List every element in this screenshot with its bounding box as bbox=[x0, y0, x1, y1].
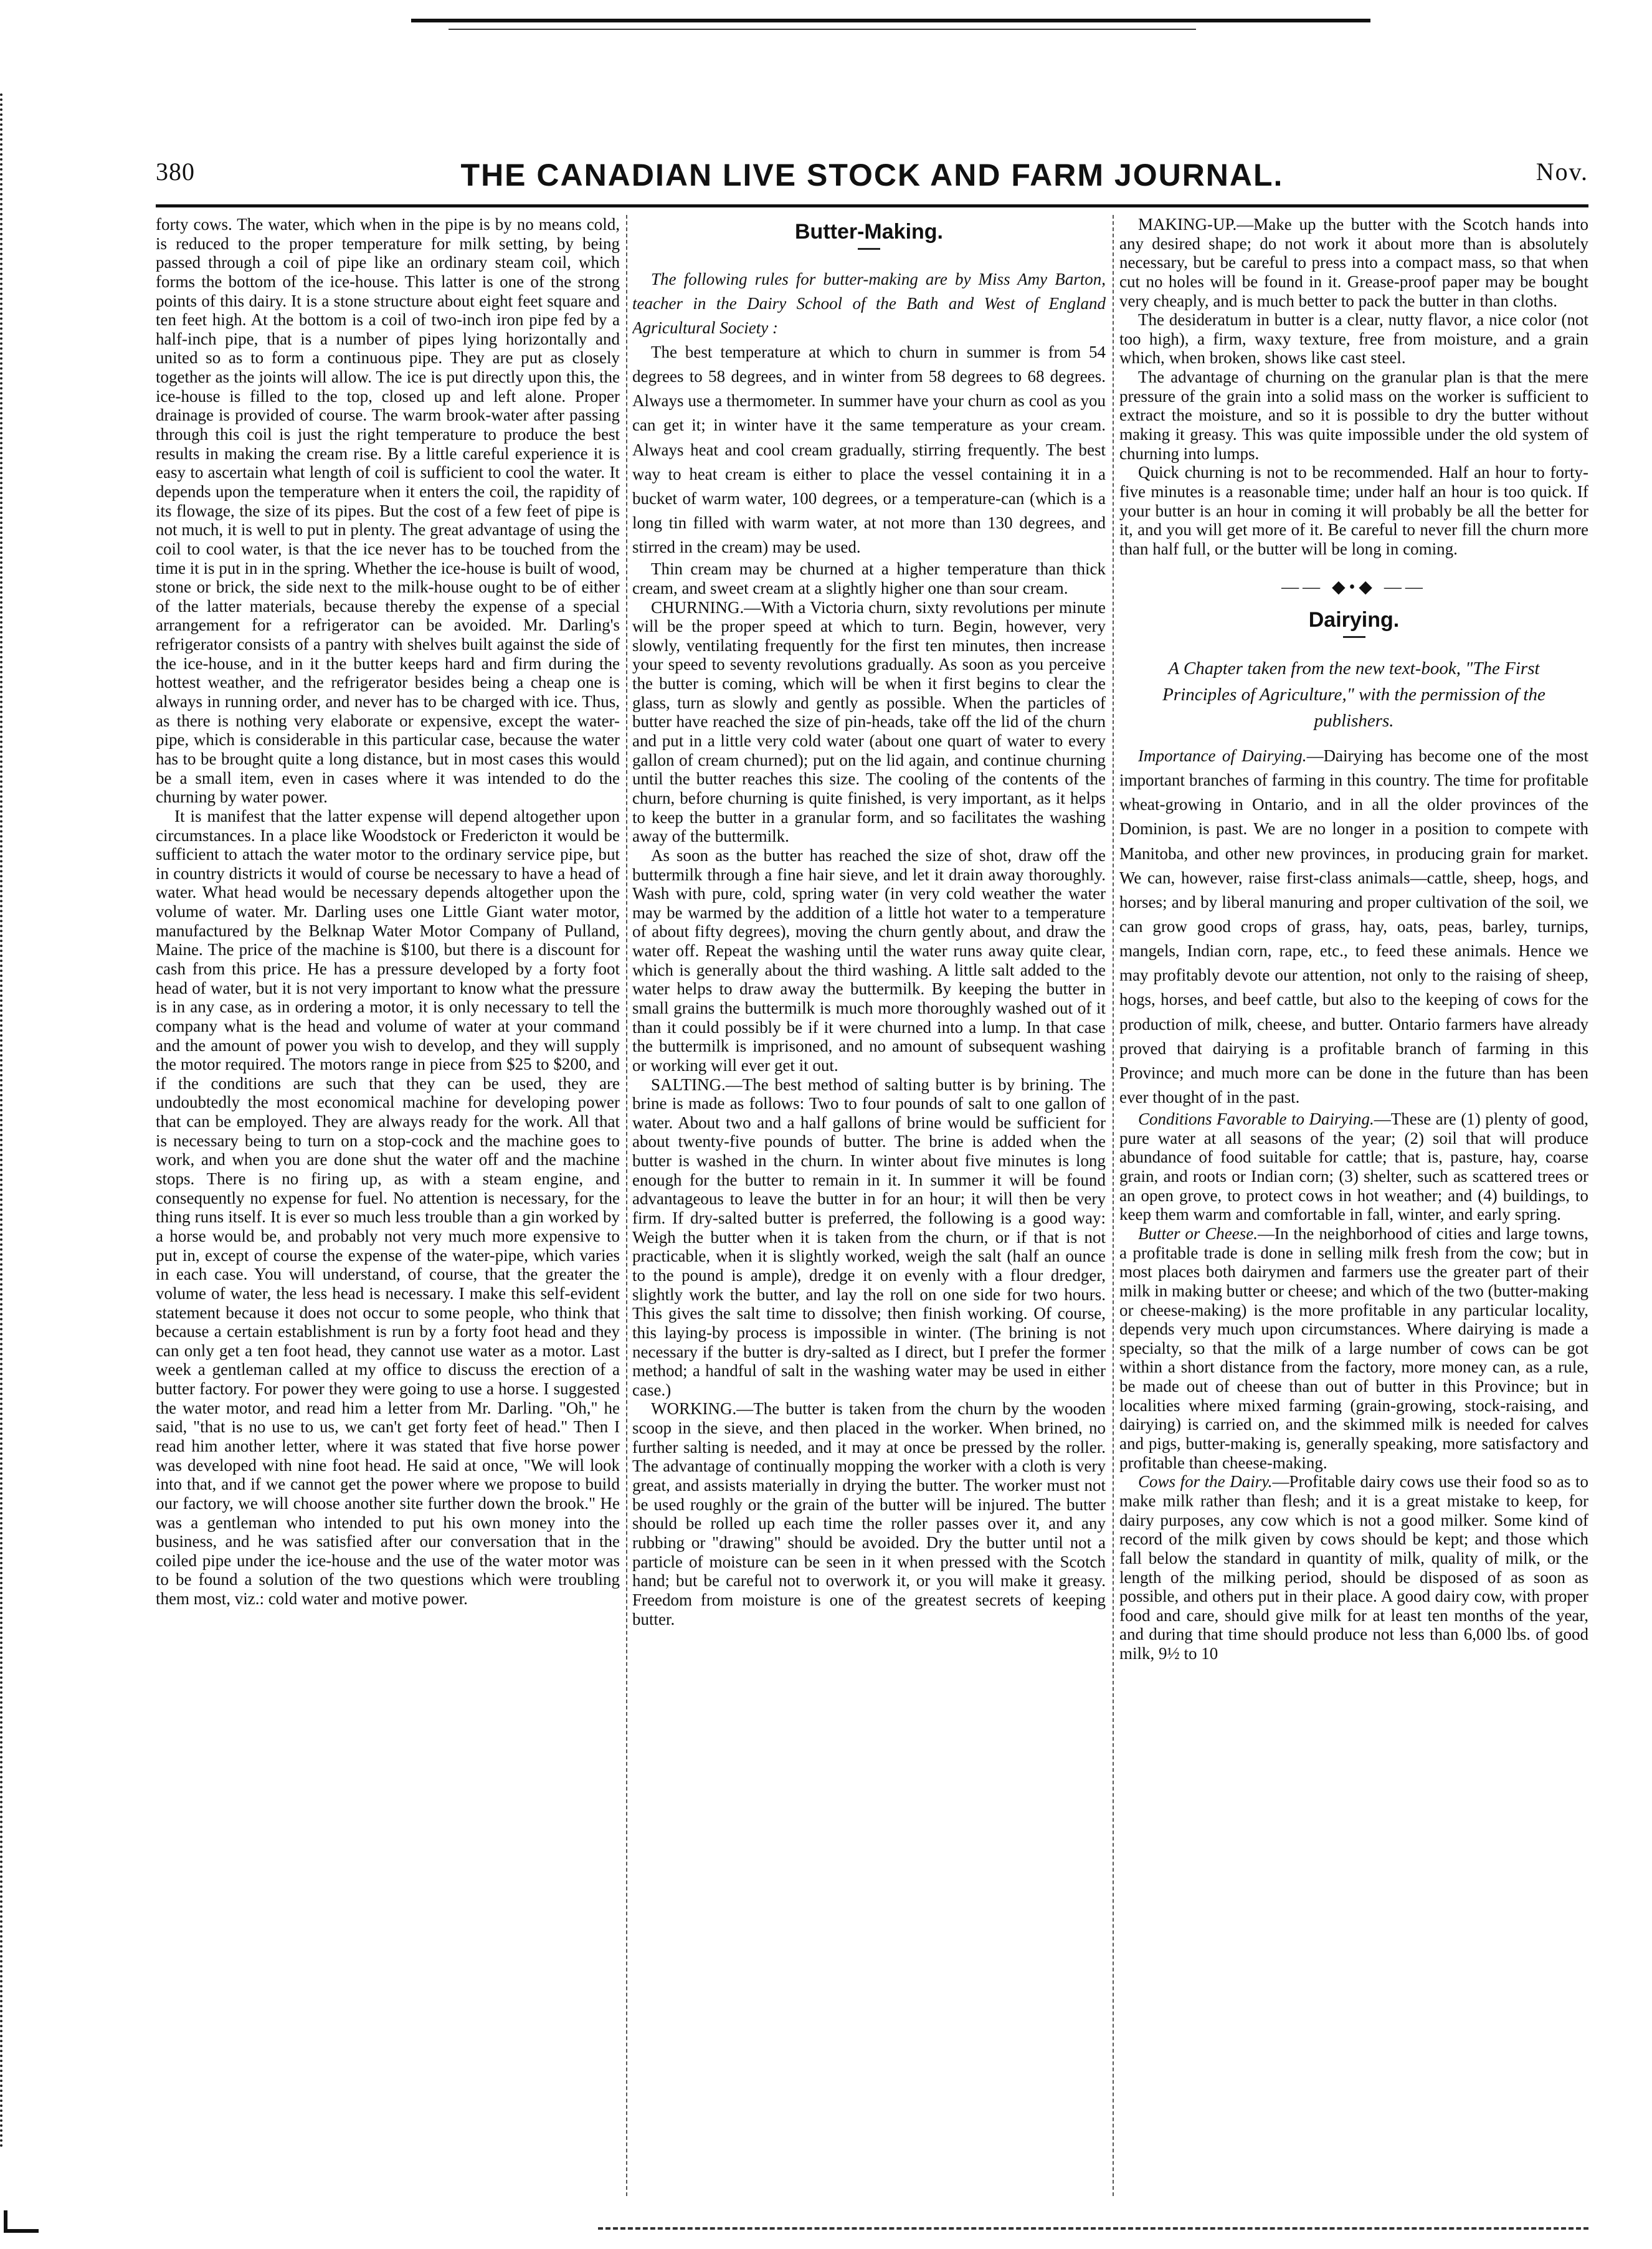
paragraph-cows bbox=[1119, 1472, 1588, 1663]
paragraph-text: —These are (1) plenty of good, pure water at all seasons of the year; (2) soil that will produce abundance of food suitable for cattle; that is, pasture, hay, coarse grain, and roots or Indian corn; (3) shelter, such as scattered trees or an open grove, to protect cows in hot weather; and (4) buildings, to keep them warm and comfortable in fall, winter, and early spring. bbox=[1119, 1110, 1588, 1224]
run-in-heading: Cows for the Dairy. bbox=[1138, 1472, 1273, 1491]
paragraph-text: —Dairying has become one of the most important branches of farming in this country. The time for profitable wheat-growing in Ontario, and in all the older provinces of the Dominion, is past. We are no longer in a position to compete with Manitoba, and other new provinces, in producing grain for market. We can, however, raise first-class animals—cattle, sheep, hogs, and horses; and by liberal manuring and proper cultivation of the soil, we can grow good crops of grass, hay, oats, peas, barley, turnips, mangels, Indian corn, rape, etc., to feed these animals. Hence we may profitably devote our attention, not only to the raising of sheep, hogs, horses, and beef cattle, but also to the keeping of cows for the production of milk, cheese, and butter. Ontario farmers have already proved that dairying is a profitable branch of farming in this Province; and much more can be done in the future than has been ever thought of in the past. bbox=[1119, 746, 1588, 1106]
column-divider bbox=[626, 215, 627, 2196]
page-header bbox=[156, 157, 1588, 201]
paragraph: Thin cream may be churned at a higher temperature than thick cream, and sweet cream at a slightly higher one than sour cream. bbox=[632, 559, 1106, 597]
paragraph: forty cows. The water, which when in the pipe is by no means cold, is reduced to the proper temperature for milk setting, by being passed through a coil of pipe like an ordinary steam coil, which forms the bottom of the ice-house. This latter is one of the strong points of this dairy. It is a stone structure about eight feet square and ten feet high. At the bottom is a coil of two-inch iron pipe fed by a half-inch pipe, that is a number of pipes lying horizontally and united so as to form a continuous pipe. They are put as closely together as the joints will allow. The ice is put directly upon this, the ice-house is filled to the top, closed up and left alone. Proper drainage is provided of course. The warm brook-water after passing through this coil is just the right temperature to produce the best results in making the cream rise. By a little careful experience it is easy to ascertain what length of coil is sufficient to cool the water. It depends upon the temperature when it enters the coil, the rapidity of its flowage, the size of its pipes. But the cost of a few feet of pipe is not much, it is well to put in plenty. The great advantage of using the coil to cool water, is that the ice never has to be touched from the time it is put in in the spring. Whether the ice-house is built of wood, stone or brick, the side next to the milk-house ought to be of either of the latter materials, because thereby the expense of a special arrangement for a refrigerator can be avoided. Mr. Darling's refrigerator consists of a pantry with shelves built against the side of the ice-house, and in it the butter keeps hard and firm during the hottest weather, and the refrigerator besides being a cheap one is always in running order, and never has to be charged with ice. Thus, as there is nothing very elaborate or expensive, except the water-pipe, which is considerable in this particular case, because the water has to be brought quite a long distance, but in most cases this would be a small item, even in cases where it was intended to do the churning by water power. bbox=[156, 215, 620, 807]
paragraph-importance bbox=[1119, 744, 1588, 1110]
paragraph-making-up: MAKING-UP.—Make up the butter with the Scotch hands into any desired shape; do not work it about more than is absolutely necessary, but be careful to press into a compact mass, so that when cut no holes will be found in it. Grease-proof paper may be bought very cheaply, and is much better to pack the butter in than cloths. bbox=[1119, 215, 1588, 310]
corner-mark bbox=[4, 2210, 39, 2233]
journal-title: THE CANADIAN LIVE STOCK AND FARM JOURNAL. bbox=[460, 158, 1284, 193]
paragraph-working: WORKING.—The butter is taken from the churn by the wooden scoop in the sieve, and then placed in the worker. When brined, no further salting is needed, and it may at once be pressed by the roller. The advantage of continually mopping the worker with a cloth is very great, and assists materially in drying the butter. The worker must not be used roughly or the grain of the butter will be injured. The butter should be rolled up each time the roller passes over it, and any rubbing or "drawing" should be avoided. Dry the butter until not a particle of moisture can be seen in it when pressed with the Scotch hand; but be careful not to overwork it, or you will make it greasy. Freedom from moisture is one of the greatest secrets of keeping butter. bbox=[632, 1399, 1106, 1629]
column-divider bbox=[1113, 215, 1114, 2196]
article-intro: The following rules for butter-making are by Miss Amy Barton, teacher in the Dairy School of the Bath and West of England Agricultural Society : bbox=[632, 269, 1106, 337]
paragraph-conditions bbox=[1119, 1110, 1588, 1224]
section-ornament: —— ◆•◆ —— bbox=[1281, 577, 1427, 597]
paragraph: The desideratum in butter is a clear, nutty flavor, a nice color (not too high), a firm, waxy texture, free from moisture, and a grain which, when broken, shows like cast steel. bbox=[1119, 310, 1588, 368]
paragraph: As soon as the butter has reached the size of shot, draw off the buttermilk through a fine hair sieve, and let it drain away thoroughly. Wash with pure, cold, spring water (in very cold weather the water may be warmed by the addition of a little hot water to a temperature of about fifty degrees), moving the churn gently about, and draw the water off. Repeat the washing until the water runs away quite clear, which is generally about the third washing. A little salt added to the water helps to draw away the buttermilk. By keeping the butter in small grains the buttermilk is much more thoroughly washed out of it than it could possibly be if it were churned into a lump. In that case the buttermilk is imprisoned, and no amount of subsequent washing or working will ever get it out. bbox=[632, 845, 1106, 1075]
section-heading-butter-making: Butter-Making. bbox=[795, 220, 943, 244]
paragraph: The advantage of churning on the granular plan is that the mere pressure of the grain into a solid mass on the worker is sufficient to extract the moisture, and so it is possible to dry the butter without making it greasy. This was quite impossible under the old system of churning into lumps. bbox=[1119, 368, 1588, 463]
column-left bbox=[156, 215, 620, 2196]
top-rule bbox=[411, 19, 1370, 22]
chapter-note: A Chapter taken from the new text-book, "The First Principles of Agriculture," with the permission of the publishers. bbox=[1162, 658, 1545, 731]
paragraph-text: —Profitable dairy cows use their food so as to make milk rather than flesh; and it is a great mistake to keep, for dairy purposes, any cow which is not a good milker. Some kind of record of the milk given by cows should be kept; and those which fall below the standard in quantity of milk, quality of milk, or the length of the milking period, should be disposed of as soon as possible, and others put in their place. A good dairy cow, with proper food and care, should give milk for at least ten months of the year, and during that time should produce not less than 6,000 lbs. of good milk, 9½ to 10 bbox=[1119, 1472, 1588, 1663]
column-middle bbox=[632, 215, 1106, 2196]
header-rule bbox=[156, 204, 1588, 207]
run-in-heading: Butter or Cheese. bbox=[1138, 1224, 1258, 1243]
top-rule-thin bbox=[449, 29, 1196, 30]
paragraph-butter-or-cheese bbox=[1119, 1224, 1588, 1472]
paragraph-salting: SALTING.—The best method of salting butter is by brining. The brine is made as follows: Two to four pounds of salt to one gallon of water. About two and a half gallons of brine would be sufficient for about twenty-five pounds of butter. The brine is added when the butter is washed in the churn. In winter about five minutes is long enough for the butter to remain in it. In summer it will be found advantageous to leave the butter in for an hour; it will then be very firm. If dry-salted butter is preferred, the following is a good way: Weigh the butter when it is taken from the churn, or if that is not practicable, when it is slightly worked, weigh the salt (half an ounce to the pound is ample), dredge it on evenly with a flour dredger, slightly work the butter, and lay the roll on one side for two hours. This gives the salt time to dissolve; then finish working. Of course, this laying-by process is impossible in winter. (The brining is not necessary if the butter is dry-salted as I direct, but I prefer the former method; a handful of salt in the washing water may be used in either case.) bbox=[632, 1075, 1106, 1399]
heading-dash bbox=[858, 248, 880, 250]
paragraph-text: —In the neighborhood of cities and large towns, a profitable trade is done in selling milk fresh from the cow; but in most places both dairymen and farmers use the greater part of their milk in making butter or cheese; and which of the two (butter-making or cheese-making) is the more profitable in any particular locality, depends very much upon circumstances. Where dairying is made a specialty, so that the milk of a large number of cows can be got within a short distance from the factory, more money can, as a rule, be made out of cheese than out of butter in this Province; but in localities where mixed farming (grain-growing, stock-raising, and dairying) is carried on, and the skimmed milk is needed for calves and pigs, butter-making is, generally speaking, more satisfactory and profitable than cheese-making. bbox=[1119, 1224, 1588, 1472]
bottom-rule bbox=[598, 2227, 1588, 2233]
section-heading-dairying: Dairying. bbox=[1308, 608, 1400, 632]
page-number: 380 bbox=[156, 158, 195, 186]
paragraph: The best temperature at which to churn in summer is from 54 degrees to 58 degrees, and in winter from 58 degrees to 68 degrees. Always use a thermometer. In summer have your churn as cool as you can get it; in winter have it the same temperature as your cream. Always heat and cool cream gradually, stirring frequently. The best way to heat cream is either to place the vessel containing it in a bucket of warm water, 100 degrees, or a temperature-can (which is a long tin filled with warm water, at not more than 130 degrees, and stirred in the cream) may be used. bbox=[632, 343, 1106, 557]
column-right bbox=[1119, 215, 1588, 2196]
run-in-heading: Conditions Favorable to Dairying. bbox=[1138, 1110, 1374, 1129]
binding-edge bbox=[0, 93, 21, 2149]
paragraph: It is manifest that the latter expense will depend altogether upon circumstances. In a place like Woodstock or Fredericton it would be sufficient to attach the water motor to the ordinary service pipe, but in country districts it would of course be necessary to have a head of water. What head would be necessary depends altogether upon the volume of water. Mr. Darling uses one Little Giant water motor, manufactured by the Belknap Water Motor Company of Pulland, Maine. The price of the machine is $100, but there is a discount for cash from this price. He has a pressure developed by a forty foot head of water, but it is not very important to know what the pressure is in any case, as in ordering a motor, it is only necessary to tell the company what is the head and volume of water at your command and the amount of power you wish to develop, and they will supply the motor required. The motors range in piece from $25 to $200, and if the conditions are such that they can be used, they are undoubtedly the most economical machine for developing power that can be employed. They are always ready for the work. All that is necessary being to turn on a stop-cock and the machine goes to work, and when you are done shut the water off and the machine stops. There is no firing up, as with a steam engine, and consequently no expense for fuel. No attention is necessary, for the thing runs itself. It is ever so much less trouble than a gin worked by a horse would be, and probably not very much more expensive to put in, except of course the expense of the water-pipe, which varies in each case. You will understand, of course, that the greater the volume of water, the less head is necessary. I make this self-evident statement because it does not occur to some people, who think that because a certain establishment is run by a forty foot head and they can only get a ten foot head, they cannot use water as a motor. Last week a gentleman called at my office to discuss the erection of a butter factory. For power they were going to use a horse. I suggested the water motor, and read him a letter from Mr. Darling. "Oh," he said, "that is no use to us, we can't get forty feet of head." Then I read him another letter, where it was stated that five horse power was developed with nine foot head. He said at once, "We will look into that, and if we cannot get the power where we propose to build our factory, we will choose another site further down the brook." He was a gentleman who intended to put his own money into the business, and he was satisfied after our conversation that in the coiled pipe under the ice-house and the use of the water motor was to be found a solution of the two questions which were troubling them most, viz.: cold water and motive power. bbox=[156, 806, 620, 1609]
paragraph-churning: CHURNING.—With a Victoria churn, sixty revolutions per minute will be the proper speed at which to turn. Begin, however, very slowly, ventilating frequently for the first ten minutes, then increase your speed to seventy revolutions gradually. As soon as you perceive the butter is coming, which will be when it first begins to clear the glass, turn as slowly and gently as possible. When the particles of butter have reached the size of pin-heads, take off the lid of the churn and put in a little very cold water (about one quart of water to every gallon of cream churned); put on the lid again, and continue churning until the butter reaches this size. The cooling of the contents of the churn, before churning is quite finished, is very important, as it helps to keep the butter in a granular form, and so facilitates the washing away of the buttermilk. bbox=[632, 597, 1106, 846]
paragraph: Quick churning is not to be recommended. Half an hour to forty-five minutes is a reasonable time; under half an hour is too quick. If your butter is an hour in coming it will probably be all the better for it, and you will get more of it. Be careful to never fill the churn more than half full, or the butter will be long in coming. bbox=[1119, 463, 1588, 558]
run-in-heading: Importance of Dairying. bbox=[1138, 746, 1307, 766]
issue-month: Nov. bbox=[1536, 158, 1588, 186]
heading-dash bbox=[1343, 636, 1365, 638]
